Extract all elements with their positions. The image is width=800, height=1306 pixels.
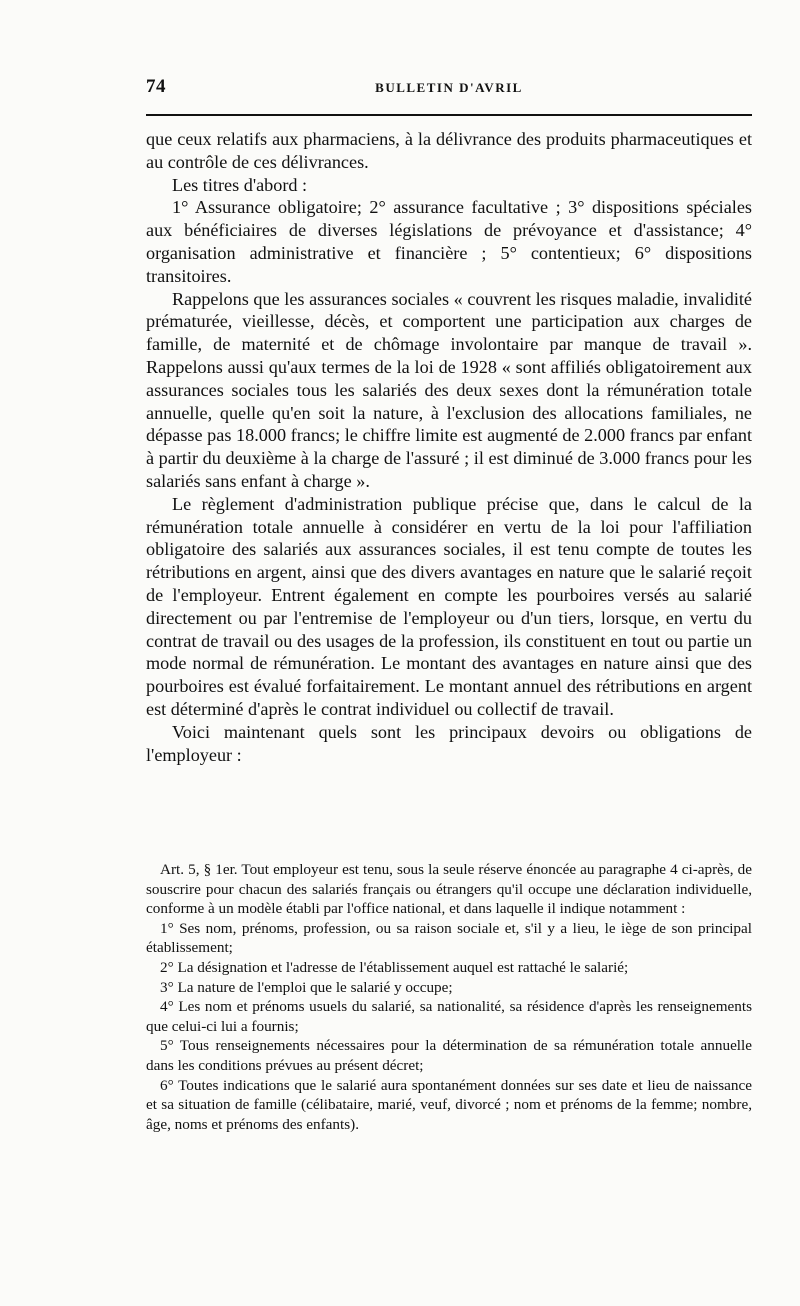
article-item: 3° La nature de l'emploi que le salarié y occupe; [160, 978, 453, 996]
article-item: 4° Les nom et prénoms usuels du salarié, sa nationalité, sa résidence d'après les renseignements que celui-ci lui a fournis; [146, 998, 752, 1035]
article-intro: Art. 5, § 1er. Tout employeur est tenu, sous la seule réserve énoncée au paragraphe 4 ci-après, de souscrire pour chacun des salariés français ou étrangers qu'il occupe une déclaration individuelle, conforme à un modèle établi par l'office national, et dans laquelle il indique notamment : [146, 861, 752, 918]
main-text [146, 128, 752, 766]
header-rule [146, 114, 752, 116]
paragraph: 1° Assurance obligatoire; 2° assurance facultative ; 3° dispositions spéciales aux bénéficiaires de diverses législations de prévoyance et d'assistance; 4° organisation administrative et financière ; 5° contentieux; 6° dispositions transitoires. [146, 197, 752, 286]
paragraph: Le règlement d'administration publique précise que, dans le calcul de la rémunération totale annuelle à considérer en vertu de la loi pour l'affiliation obligatoire des salariés aux assurances sociales, il est tenu compte de toutes les rétributions en argent, ainsi que des divers avantages en nature que le salarié reçoit de l'employeur. Entrent également en compte les pourboires versés au salarié directement ou par l'entremise de l'employeur ou d'un tiers, lorsque, en vertu du contrat de travail ou des usages de la profession, ils constituent en tout ou partie un mode normal de rémunération. Le montant des avantages en nature ainsi que des pourboires est évalué forfaitairement. Le montant annuel des rétributions en argent est déterminé d'après le contrat individuel ou collectif de travail. [146, 493, 752, 719]
page-header [146, 76, 752, 102]
running-head: BULLETIN D'AVRIL [375, 80, 523, 95]
page-number: 74 [146, 76, 166, 97]
article-item: 1° Ses nom, prénoms, profession, ou sa raison sociale et, s'il y a lieu, le iège de son principal établissement; [146, 919, 752, 957]
article-quote [146, 860, 752, 1134]
article-item: 5° Tous renseignements nécessaires pour la détermination de sa rémunération totale annuelle dans les conditions prévues au présent décret; [146, 1037, 752, 1074]
paragraph: Voici maintenant quels sont les principaux devoirs ou obligations de l'employeur : [146, 721, 752, 765]
paragraph: Rappelons que les assurances sociales « couvrent les risques maladie, invalidité prématurée, vieillesse, décès, et comportent une participation aux charges de famille, de maternité et de chômage involontaire par manque de travail ». Rappelons aussi qu'aux termes de la loi de 1928 « sont affiliés obligatoirement aux assurances sociales tous les salariés des deux sexes dont la rémunération totale annuelle, quelle qu'en soit la nature, à l'exclusion des allocations familiales, ne dépasse pas 18.000 francs; le chiffre limite est augmenté de 2.000 francs par enfant à partir du deuxième à la charge de l'assuré ; il est diminué de 3.000 francs pour les salariés sans enfant à charge ». [146, 288, 752, 491]
paragraph: que ceux relatifs aux pharmaciens, à la délivrance des produits pharmaceutiques et au contrôle de ces délivrances. [146, 129, 752, 172]
article-item: 6° Toutes indications que le salarié aura spontanément données sur ses date et lieu de naissance et sa situation de famille (célibataire, marié, veuf, divorcé ; nom et prénoms de la femme; nombre, âge, noms et prénoms des enfants). [146, 1076, 752, 1133]
article-item: 2° La désignation et l'adresse de l'établissement auquel est rattaché le salarié; [160, 958, 629, 976]
paragraph: Les titres d'abord : [172, 174, 308, 195]
